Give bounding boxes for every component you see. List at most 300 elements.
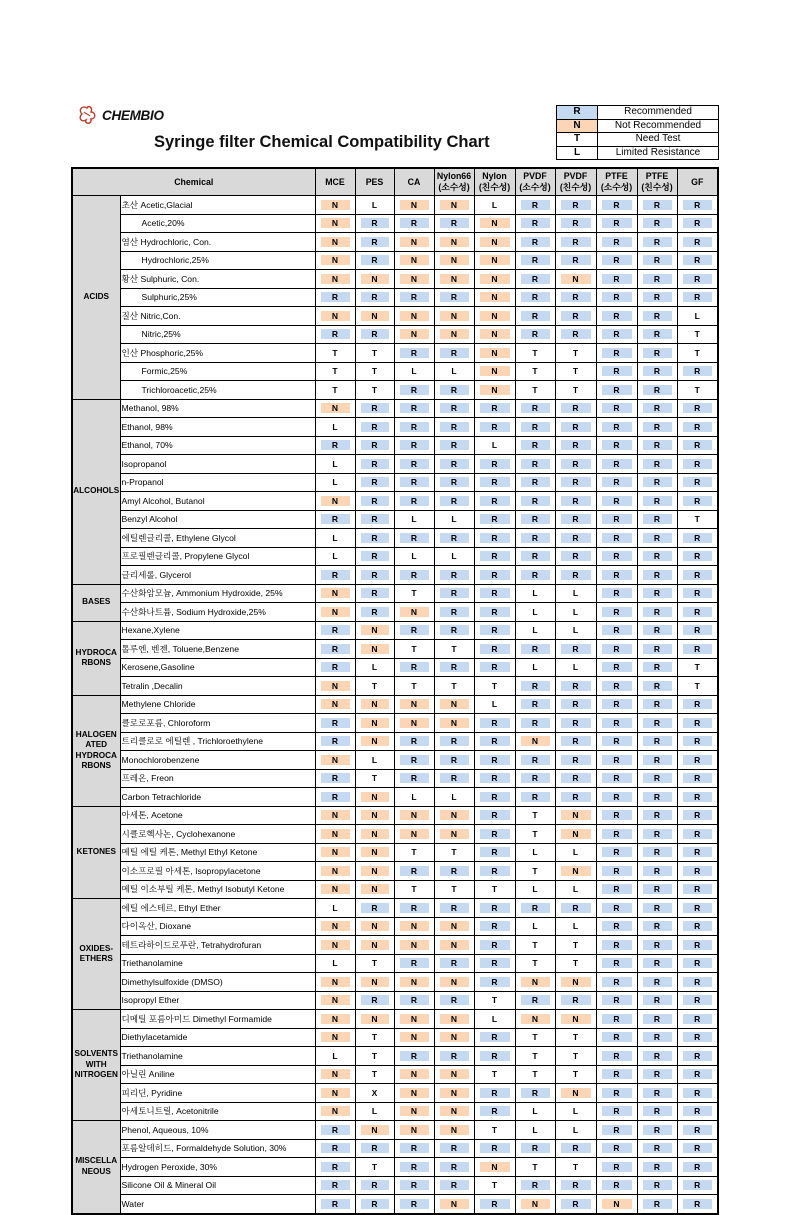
rating-cell <box>637 899 677 918</box>
rating-cell <box>555 880 596 899</box>
rating-cell <box>677 899 718 918</box>
rating-cell <box>637 695 677 714</box>
rating-value: N <box>361 829 389 839</box>
rating-cell <box>515 843 555 862</box>
chembio-logo-icon <box>76 104 98 126</box>
rating-value: R <box>480 496 510 506</box>
rating-value: R <box>480 1106 510 1116</box>
rating-cell <box>394 621 434 640</box>
rating-cell <box>677 510 718 529</box>
rating-cell <box>474 344 515 363</box>
rating-value: R <box>361 459 389 469</box>
rating-cell <box>596 1084 637 1103</box>
rating-value: R <box>561 1180 591 1190</box>
rating-cell <box>637 1010 677 1029</box>
legend-code: L <box>557 146 598 160</box>
rating-cell <box>596 307 637 326</box>
rating-cell <box>315 991 355 1010</box>
rating-value: N <box>400 1069 429 1079</box>
rating-value: N <box>400 699 429 709</box>
rating-cell <box>515 1065 555 1084</box>
rating-cell <box>596 732 637 751</box>
rating-value: L <box>480 200 510 210</box>
rating-value: R <box>602 903 632 913</box>
rating-value: R <box>400 477 429 487</box>
rating-cell <box>555 492 596 511</box>
rating-value: T <box>561 1032 591 1042</box>
rating-value: R <box>400 422 429 432</box>
rating-value: T <box>400 847 429 857</box>
rating-cell <box>677 196 718 215</box>
rating-cell <box>434 899 474 918</box>
rating-value: R <box>643 903 672 913</box>
rating-cell <box>474 788 515 807</box>
rating-cell <box>677 991 718 1010</box>
table-row <box>72 769 718 788</box>
rating-cell <box>555 695 596 714</box>
rating-cell <box>677 769 718 788</box>
rating-cell <box>515 307 555 326</box>
rating-cell <box>355 917 394 936</box>
rating-cell <box>474 621 515 640</box>
rating-cell <box>555 288 596 307</box>
rating-cell <box>474 288 515 307</box>
rating-cell <box>474 936 515 955</box>
rating-cell <box>677 547 718 566</box>
rating-value: R <box>440 607 469 617</box>
rating-value: R <box>683 773 713 783</box>
rating-value: N <box>361 1014 389 1024</box>
rating-cell <box>394 288 434 307</box>
rating-cell <box>355 603 394 622</box>
rating-value: T <box>521 1162 550 1172</box>
rating-value: R <box>480 773 510 783</box>
rating-value: R <box>400 662 429 672</box>
rating-cell <box>394 640 434 659</box>
rating-cell <box>315 1102 355 1121</box>
column-header: CA <box>394 168 434 196</box>
rating-cell <box>555 806 596 825</box>
rating-cell <box>434 880 474 899</box>
brand-name: CHEMBIO <box>102 107 164 123</box>
rating-value: R <box>683 921 713 931</box>
rating-value: L <box>440 792 469 802</box>
rating-cell <box>474 436 515 455</box>
rating-value: R <box>643 1088 672 1098</box>
rating-cell <box>677 825 718 844</box>
rating-value: T <box>480 1180 510 1190</box>
rating-cell <box>315 806 355 825</box>
rating-value: N <box>561 1014 591 1024</box>
rating-cell <box>315 214 355 233</box>
rating-cell <box>474 307 515 326</box>
rating-cell <box>677 677 718 696</box>
chemical-name: 염산 Hydrochloric, Con. <box>120 233 315 252</box>
rating-cell <box>434 270 474 289</box>
rating-value: T <box>361 773 389 783</box>
rating-cell <box>515 362 555 381</box>
rating-cell <box>355 307 394 326</box>
rating-value: R <box>400 459 429 469</box>
rating-value: R <box>643 736 672 746</box>
rating-cell <box>555 917 596 936</box>
rating-cell <box>315 677 355 696</box>
rating-cell <box>474 547 515 566</box>
rating-value: R <box>643 644 672 654</box>
rating-value: N <box>321 237 350 247</box>
rating-cell <box>515 1047 555 1066</box>
rating-cell <box>677 621 718 640</box>
rating-cell <box>355 344 394 363</box>
rating-cell <box>434 843 474 862</box>
rating-cell <box>677 917 718 936</box>
rating-cell <box>315 1158 355 1177</box>
rating-value: R <box>321 736 350 746</box>
rating-cell <box>394 344 434 363</box>
rating-cell <box>394 788 434 807</box>
rating-cell <box>434 344 474 363</box>
table-row <box>72 381 718 400</box>
rating-cell <box>355 658 394 677</box>
rating-cell <box>677 806 718 825</box>
column-header: PVDF (친수성) <box>555 168 596 196</box>
rating-value: N <box>440 977 469 987</box>
rating-cell <box>394 1176 434 1195</box>
rating-value: R <box>321 718 350 728</box>
rating-cell <box>315 1139 355 1158</box>
rating-cell <box>315 566 355 585</box>
rating-cell <box>555 566 596 585</box>
rating-value: R <box>683 496 713 506</box>
rating-value: R <box>321 1199 350 1209</box>
rating-cell <box>596 695 637 714</box>
rating-cell <box>637 566 677 585</box>
rating-value: L <box>321 533 350 543</box>
rating-value: R <box>683 274 713 284</box>
rating-value: R <box>480 755 510 765</box>
column-header-chemical: Chemical <box>72 168 315 196</box>
chemical-name: Trichloroacetic,25% <box>120 381 315 400</box>
rating-value: L <box>440 551 469 561</box>
rating-cell <box>315 1028 355 1047</box>
rating-cell <box>434 510 474 529</box>
rating-value: N <box>440 1106 469 1116</box>
rating-value: N <box>321 1088 350 1098</box>
table-row <box>72 288 718 307</box>
rating-cell <box>474 603 515 622</box>
rating-cell <box>596 270 637 289</box>
rating-value: R <box>440 218 469 228</box>
rating-value: R <box>602 681 632 691</box>
category-cell: OXIDES- ETHERS <box>72 899 120 1010</box>
rating-cell <box>315 880 355 899</box>
rating-cell <box>355 1158 394 1177</box>
rating-value: N <box>440 1032 469 1042</box>
rating-cell <box>596 658 637 677</box>
rating-cell <box>355 547 394 566</box>
rating-value: R <box>361 588 389 598</box>
rating-value: T <box>361 1051 389 1061</box>
rating-cell <box>434 529 474 548</box>
table-row <box>72 1176 718 1195</box>
rating-cell <box>474 1028 515 1047</box>
rating-value: N <box>400 274 429 284</box>
rating-value: R <box>400 292 429 302</box>
rating-value: R <box>643 551 672 561</box>
rating-cell <box>515 1139 555 1158</box>
rating-cell <box>474 1176 515 1195</box>
rating-cell <box>637 769 677 788</box>
rating-value: R <box>361 255 389 265</box>
rating-value: R <box>361 1199 389 1209</box>
rating-cell <box>474 1047 515 1066</box>
rating-value: L <box>321 477 350 487</box>
rating-cell <box>355 1102 394 1121</box>
rating-cell <box>677 714 718 733</box>
rating-value: N <box>480 274 510 284</box>
column-header: PTFE (소수성) <box>596 168 637 196</box>
rating-cell <box>474 1084 515 1103</box>
rating-cell <box>434 492 474 511</box>
rating-cell <box>474 473 515 492</box>
rating-cell <box>315 381 355 400</box>
rating-cell <box>434 788 474 807</box>
rating-cell <box>677 362 718 381</box>
rating-value: L <box>321 551 350 561</box>
rating-cell <box>474 899 515 918</box>
rating-cell <box>474 455 515 474</box>
rating-cell <box>515 399 555 418</box>
rating-value: N <box>400 1106 429 1116</box>
rating-value: R <box>561 570 591 580</box>
rating-cell <box>637 954 677 973</box>
rating-value: N <box>361 792 389 802</box>
chemical-name: 아세톤, Acetone <box>120 806 315 825</box>
rating-value: T <box>440 644 469 654</box>
rating-cell <box>355 936 394 955</box>
rating-value: L <box>321 459 350 469</box>
chemical-name: 수산화암모늄, Ammonium Hydroxide, 25% <box>120 584 315 603</box>
rating-cell <box>474 399 515 418</box>
rating-value: N <box>561 866 591 876</box>
rating-value: R <box>643 662 672 672</box>
rating-value: R <box>361 1180 389 1190</box>
rating-cell <box>315 325 355 344</box>
chemical-name: 피리딘, Pyridine <box>120 1084 315 1103</box>
rating-cell <box>515 251 555 270</box>
rating-value: R <box>561 773 591 783</box>
rating-cell <box>677 418 718 437</box>
rating-cell <box>355 677 394 696</box>
rating-value: R <box>440 1143 469 1153</box>
table-row <box>72 880 718 899</box>
rating-cell <box>637 973 677 992</box>
rating-value: R <box>361 403 389 413</box>
rating-cell <box>637 1084 677 1103</box>
rating-cell <box>434 806 474 825</box>
rating-cell <box>515 584 555 603</box>
rating-cell <box>434 1047 474 1066</box>
rating-cell <box>434 473 474 492</box>
rating-cell <box>394 510 434 529</box>
rating-value: R <box>683 607 713 617</box>
rating-value: R <box>683 218 713 228</box>
rating-cell <box>637 732 677 751</box>
rating-value: R <box>400 903 429 913</box>
rating-value: R <box>321 1180 350 1190</box>
rating-cell <box>596 325 637 344</box>
rating-cell <box>474 880 515 899</box>
rating-cell <box>637 529 677 548</box>
rating-cell <box>474 862 515 881</box>
rating-value: R <box>521 551 550 561</box>
rating-value: N <box>440 718 469 728</box>
rating-cell <box>596 788 637 807</box>
rating-value: R <box>521 1143 550 1153</box>
chemical-name: Monochlorobenzene <box>120 751 315 770</box>
rating-value: R <box>602 699 632 709</box>
rating-cell <box>637 603 677 622</box>
rating-value: R <box>561 237 591 247</box>
rating-cell <box>637 621 677 640</box>
rating-value: R <box>521 773 550 783</box>
chemical-name: Isopropyl Ether <box>120 991 315 1010</box>
rating-value: N <box>321 218 350 228</box>
rating-value: L <box>321 422 350 432</box>
rating-value: R <box>561 218 591 228</box>
rating-value: R <box>321 570 350 580</box>
rating-value: R <box>521 792 550 802</box>
rating-value: R <box>602 329 632 339</box>
rating-value: T <box>321 366 350 376</box>
rating-cell <box>434 1065 474 1084</box>
rating-value: R <box>643 292 672 302</box>
chemical-name: 메틸 에틸 케톤, Methyl Ethyl Ketone <box>120 843 315 862</box>
column-header: Nylon (친수성) <box>474 168 515 196</box>
rating-cell <box>434 418 474 437</box>
rating-cell <box>355 714 394 733</box>
rating-value: R <box>480 514 510 524</box>
rating-value: N <box>321 940 350 950</box>
rating-cell <box>355 455 394 474</box>
rating-value: R <box>643 977 672 987</box>
rating-cell <box>474 510 515 529</box>
rating-value: R <box>683 903 713 913</box>
rating-cell <box>434 751 474 770</box>
rating-cell <box>515 936 555 955</box>
rating-value: T <box>521 829 550 839</box>
rating-cell <box>515 214 555 233</box>
rating-cell <box>555 954 596 973</box>
rating-value: N <box>400 829 429 839</box>
rating-value: R <box>480 644 510 654</box>
rating-cell <box>434 677 474 696</box>
column-header: MCE <box>315 168 355 196</box>
rating-cell <box>677 270 718 289</box>
legend-row <box>557 133 719 147</box>
rating-cell <box>596 1028 637 1047</box>
rating-cell <box>677 603 718 622</box>
rating-cell <box>637 473 677 492</box>
rating-cell <box>637 917 677 936</box>
rating-value: N <box>361 921 389 931</box>
rating-cell <box>394 1195 434 1214</box>
table-row <box>72 196 718 215</box>
rating-value: N <box>480 255 510 265</box>
rating-cell <box>355 1065 394 1084</box>
rating-value: R <box>361 218 389 228</box>
rating-cell <box>596 344 637 363</box>
rating-value: R <box>321 1143 350 1153</box>
rating-value: R <box>602 884 632 894</box>
rating-value: T <box>521 866 550 876</box>
rating-cell <box>474 1139 515 1158</box>
rating-cell <box>555 510 596 529</box>
rating-value: R <box>643 681 672 691</box>
rating-cell <box>434 381 474 400</box>
rating-value: R <box>361 496 389 506</box>
rating-value: N <box>321 496 350 506</box>
rating-value: T <box>521 366 550 376</box>
rating-cell <box>394 1084 434 1103</box>
rating-cell <box>515 621 555 640</box>
rating-value: R <box>602 514 632 524</box>
chemical-name: Acetic,20% <box>120 214 315 233</box>
rating-value: R <box>561 1199 591 1209</box>
rating-cell <box>515 714 555 733</box>
chemical-name: Methanol, 98% <box>120 399 315 418</box>
rating-cell <box>637 270 677 289</box>
rating-value: T <box>480 995 510 1005</box>
rating-cell <box>515 1158 555 1177</box>
rating-cell <box>394 547 434 566</box>
rating-cell <box>515 233 555 252</box>
rating-cell <box>394 917 434 936</box>
rating-cell <box>637 436 677 455</box>
rating-cell <box>555 1047 596 1066</box>
rating-value: R <box>602 477 632 487</box>
rating-cell <box>637 991 677 1010</box>
rating-cell <box>596 640 637 659</box>
rating-value: R <box>400 1180 429 1190</box>
rating-value: T <box>561 958 591 968</box>
rating-value: R <box>643 884 672 894</box>
rating-cell <box>434 973 474 992</box>
column-header: Nylon66 (소수성) <box>434 168 474 196</box>
rating-value: N <box>321 255 350 265</box>
rating-cell <box>394 529 434 548</box>
rating-value: R <box>480 533 510 543</box>
rating-cell <box>555 473 596 492</box>
rating-cell <box>434 695 474 714</box>
rating-value: R <box>602 1088 632 1098</box>
rating-cell <box>355 788 394 807</box>
rating-value: N <box>480 348 510 358</box>
rating-cell <box>355 492 394 511</box>
rating-value: N <box>361 644 389 654</box>
table-row <box>72 1047 718 1066</box>
rating-cell <box>434 1195 474 1214</box>
rating-cell <box>434 584 474 603</box>
rating-value: R <box>440 496 469 506</box>
rating-cell <box>434 1139 474 1158</box>
chemical-name: 시클로헥사논, Cyclohexanone <box>120 825 315 844</box>
category-cell: HALOGEN ATED HYDROCA RBONS <box>72 695 120 806</box>
rating-cell <box>355 1028 394 1047</box>
rating-value: R <box>521 514 550 524</box>
rating-cell <box>637 788 677 807</box>
rating-value: R <box>602 570 632 580</box>
